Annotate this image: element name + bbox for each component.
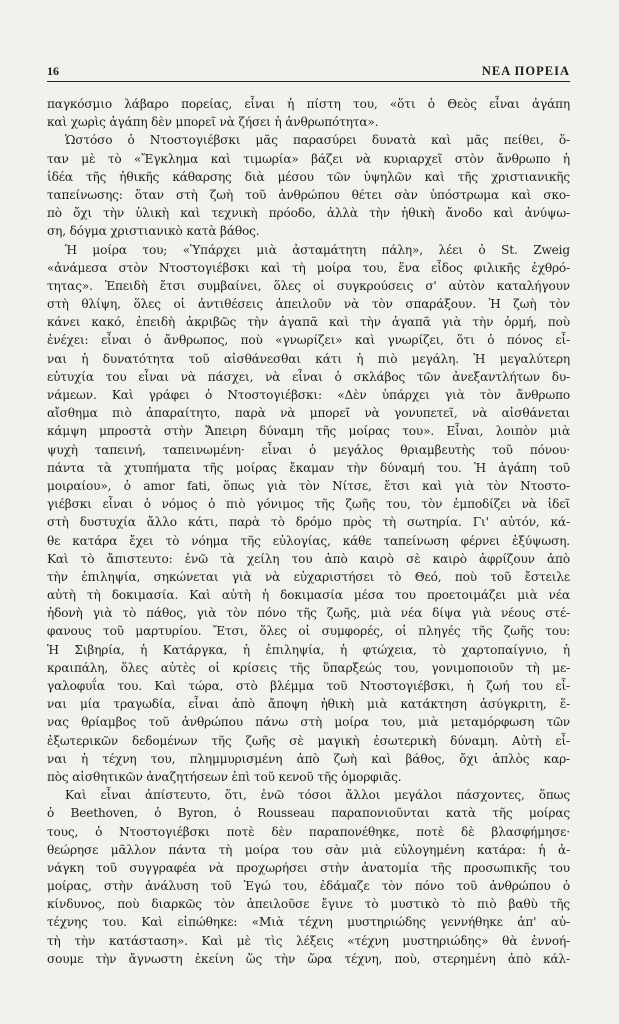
text-line: τους, ὁ Ντοστογιέβσκι ποτὲ δὲν παραπονέθηκε, ποτὲ δὲ βλασφήμησε· [47,824,570,839]
text-line: τὴν ἐπιληψία, σηκώνεται γιὰ νὰ εὐχαριστήσει τὸ Θεό, ποὺ τοῦ ἔστειλε [47,569,570,584]
text-line: αὐτὴ τὴ δοκιμασία. Καὶ αὐτὴ ἡ δοκιμασία μέσα του προετοιμάζει μιὰ νέα [47,588,570,603]
text-line: τέχνης του. Καὶ εἰπώθηκε: «Μιὰ τέχνη μυστηριώδης γεννήθηκε ἀπ' αὐ- [47,915,570,930]
text-line: ὁ Beethoven, ὁ Byron, ὁ Rousseau παραπονιοῦνται κατὰ τῆς μοίρας [47,806,570,821]
text-line: Καὶ εἶναι ἀπίστευτο, ὅτι, ἐνῶ τόσοι ἄλλοι μεγάλοι πάσχοντες, ὅπως [65,788,570,803]
text-line: μοιραίου», ὁ amor fati, ὅπως γιὰ τὸν Νίτσε, ἔτσι καὶ γιὰ τὸν Ντοστο- [47,478,570,493]
text-line: στὴ δυστυχία ἄλλο κάτι, παρὰ τὸ δρόμο πρὸς τὴ σωτηρία. Γι' αὐτόν, κά- [47,515,570,530]
text-line: ἡδονὴ γιὰ τὸ πάθος, γιὰ τὸν πόνο τῆς ζωῆς, μιὰ νέα δίψα γιὰ νέους στέ- [47,606,570,621]
text-line: θε κατάρα ἔχει τὸ νόημα τῆς εὐλογίας, κάθε ταπείνωση φέρνει ἐξύψωση. [47,533,570,548]
body-text [47,95,570,968]
text-line: νάγκη τοῦ συγγραφέα νὰ προχωρήσει στὴν ἀνατομία τῆς προσωπικῆς του [47,860,570,875]
text-line: κραιπάλη, ὅλες αὐτὲς οἱ κρίσεις τῆς ὕπαρξεώς του, γονιμοποιοῦν τὴ με- [47,660,570,675]
text-line: ναι ἡ τέχνη του, πλημμυρισμένη ἀπὸ ζωὴ καὶ βάθος, ὄχι ἁπλὸς καρ- [47,751,570,766]
text-line: νας θρίαμβος τοῦ ἀνθρώπου πάνω στὴ μοίρα του, μιὰ μεταμόρφωση τῶν [47,715,570,730]
text-line: ψυχὴ ταπεινή, ταπεινωμένη· εἶναι ὁ μεγάλος θριαμβευτὴς τοῦ πόνου· [47,442,570,457]
text-line: κάνει κακό, ἐπειδὴ ἀκριβῶς τὴν ἀγαπᾶ καὶ τὴν ἀγαπᾶ γιὰ τὴν ὁρμή, ποὺ [47,315,570,330]
page-header [47,64,570,86]
text-line: «ἀνάμεσα στὸν Ντοστογιέβσκι καὶ τὴ μοίρα του, ἕνα εἶδος φιλικῆς ἐχθρό- [47,260,570,275]
text-line: πάντα τὰ χτυπήματα τῆς μοίρας ἔκαμαν τὴν δύναμή του. Ἡ ἀγάπη τοῦ [47,460,570,475]
text-line: πὸ ὄχι τὴν ὑλικὴ καὶ τεχνικὴ πρόοδο, ἀλλὰ τὴν ἠθικὴ ἄνοδο καὶ ἀνύψω- [47,206,570,221]
text-line: εὐτυχία του εἶναι νὰ πάσχει, νὰ εἶναι ὁ σκλάβος τῶν ἀνεξαντλήτων δυ- [47,369,570,384]
page-number: 16 [47,64,59,78]
text-line: φανους τοῦ μαρτυρίου. Ἔτσι, ὅλες οἱ συμφορές, οἱ πληγές τῆς ζωῆς του: [47,624,570,639]
text-line: νάμεων. Καὶ γράφει ὁ Ντοστογιέβσκι: «Δὲν ὑπάρχει γιὰ τὸν ἄνθρωπο [47,388,570,402]
journal-title: ΝΕΑ ΠΟΡΕΙΑ [481,64,570,78]
text-line: Καὶ τὸ ἄπιστευτο: ἐνῶ τὰ χείλη του ἀπὸ καιρὸ σὲ καιρὸ ἀφρίζουν ἀπὸ [47,551,570,566]
text-line: σουμε τὴν ἄγνωστη ἐκείνη ὥς τὴν ὥρα τέχνη, ποὺ, στερημένη ἀπὸ κάλ- [47,951,570,966]
text-line: ἐνέχει: εἶναι ὁ ἄνθρωπος, ποὺ «γνωρίζει» καὶ γνωρίζει, ὅτι ὁ πόνος εἶ- [47,333,570,348]
text-line: θεώρησε μᾶλλον πάντα τὴ μοίρα του σὰν μιὰ εὐλογημένη κατάρα: ἡ ἀ- [47,842,570,857]
text-line: ταπείνωσης: ὅταν στὴ ζωὴ τοῦ ἀνθρώπου θέτει σὰν ὑπόστρωμα καὶ σκο- [47,187,570,202]
text-line: ταν μὲ τὸ «Ἔγκλημα καὶ τιμωρία» βάζει νὰ κυριαρχεῖ στὸν ἄνθρωπο ἡ [47,151,570,166]
text-line: κάμψη μπροστὰ στὴν Ἄπειρη δύναμη τῆς μοίρας του». Εἶναι, λοιπὸν μιὰ [47,424,570,439]
text-line: ναι ἡ δυνατότητα τοῦ αἰσθάνεσθαι κάτι ἡ πιὸ μεγάλη. Ἡ μεγαλύτερη [47,351,570,366]
text-line: γαλοφυΐα του. Καὶ τώρα, στὸ βλέμμα τοῦ Ντοστογιέβσκι, ἡ ζωή του εἶ- [47,679,570,693]
text-line: στὴ θλίψη, ὅλες οἱ ἀντιθέσεις ἀπειλοῦν νὰ τὸν σπαράξουν. Ἡ ζωὴ τὸν [47,297,570,312]
text-line: ναι μία τραγωδία, εἶναι ἀπὸ ἄποψη ἠθικὴ μιὰ κατάκτηση ἀσύγκριτη, ἕ- [47,697,570,712]
text-line: γιέβσκι εἶναι ὁ νόμος ὁ πιὸ γόνιμος τῆς ζωῆς του, τὸν ἐμποδίζει νὰ ἰδεῖ [47,497,570,512]
text-line: αἴσθημα πιὸ ἀπαραίτητο, παρὰ νὰ μπορεῖ νὰ γονυπετεῖ, νὰ αἰσθάνεται [47,406,570,421]
text-line: ἰδέα τῆς ἠθικῆς κάθαρσης διὰ μέσου τῶν ὑψηλῶν καὶ τῆς χριστιανικῆς [47,169,570,184]
text-line: πὸς αἰσθητικῶν ἀναζητήσεων ἐπὶ τοῦ κενοῦ τῆς ὁμορφιᾶς. [47,769,402,784]
text-line: Ὡστόσο ὁ Ντοστογιέβσκι μᾶς παρασύρει δυνατὰ καὶ μᾶς πείθει, ὅ- [65,133,570,148]
text-line: ἐξωτερικῶν δεδομένων τῆς ζωῆς σὲ μαγικὴ ἐσωτερικὴ δύναμη. Αὐτὴ εἶ- [47,733,570,748]
header-rule [47,81,570,82]
text-line: Ἡ μοίρα του; «Ὑπάρχει μιὰ ἀσταμάτητη πάλη», λέει ὁ St. Zweig [65,242,570,257]
text-line: μοίρας, στὴν ἀνάλυση τοῦ Ἐγώ του, ἐδάμαζε τὸν πόνο τοῦ ἀνθρώπου ὁ [47,879,570,894]
text-line: τητας». Ἐπειδὴ ἔτσι συμβαίνει, ὅλες οἱ συγκρούσεις σ' αὐτὸν καταλήγουν [47,278,570,293]
text-line: ση, δόγμα χριστιανικὸ κατὰ βάθος. [47,224,260,239]
text-line: κίνδυνος, ποὺ διαρκῶς τὸν ἀπειλοῦσε ἔγινε τὸ μυστικὸ τὸ πιὸ βαθὺ τῆς [47,897,570,912]
text-line: Ἡ Σιβηρία, ἡ Κατάργκα, ἡ ἐπιληψία, ἡ φτώχεια, τὸ χαρτοπαίγνιο, ἡ [47,642,570,657]
text-line: παγκόσμιο λάβαρο πορείας, εἶναι ἡ πίστη του, «ὅτι ὁ Θεὸς εἶναι ἀγάπη [47,97,570,111]
text-line: καὶ χωρὶς ἀγάπη δὲν μπορεῖ νὰ ζήσει ἡ ἀνθρωπότητα». [47,115,379,130]
text-line: τὴ τὴν κατάσταση». Καὶ μὲ τὶς λέξεις «τέχνη μυστηριώδης» θὰ ἐννοή- [47,933,570,948]
